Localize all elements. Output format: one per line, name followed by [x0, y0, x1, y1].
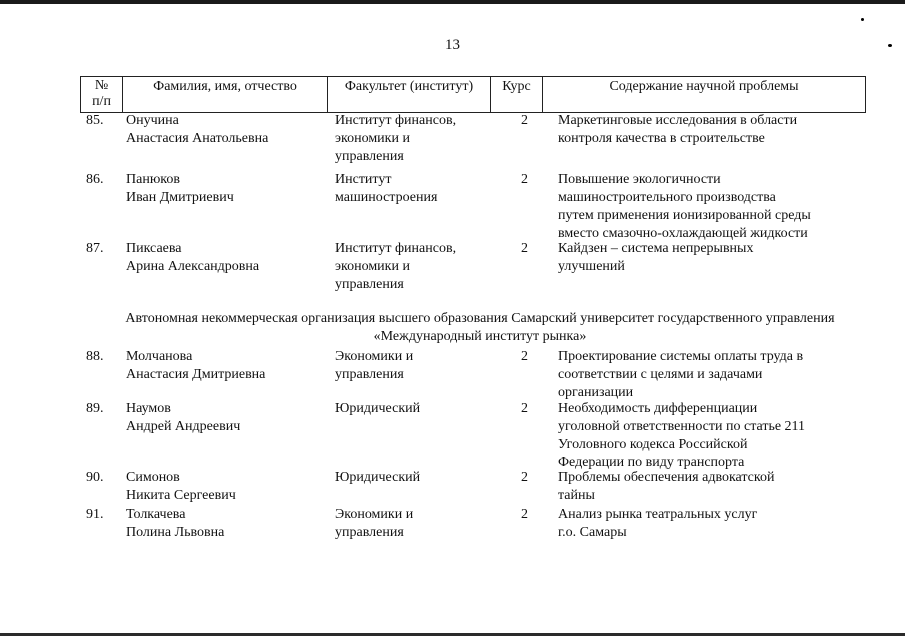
research-topic: Необходимость дифференциации уголовной ответственности по статье 211 Уголовного кодекса Российской Федерации по виду транспорта [558, 401, 806, 470]
faculty: Экономики и управления [335, 507, 414, 540]
row-number: 88. [86, 349, 104, 364]
course: 2 [521, 349, 528, 364]
course: 2 [521, 401, 528, 416]
course: 2 [521, 113, 528, 128]
row-number: 91. [86, 507, 104, 522]
header-full-name: Фамилия, имя, отчество [122, 77, 327, 112]
row-number: 90. [86, 470, 104, 485]
course: 2 [521, 470, 528, 485]
research-topic: Анализ рынка театральных услуг г.о. Самары [558, 507, 758, 540]
header-faculty: Факультет (институт) [327, 77, 490, 112]
faculty: Юридический [335, 470, 421, 485]
row-number: 89. [86, 401, 104, 416]
student-name: Пиксаева Арина Александровна [126, 241, 260, 274]
page-number: 13 [445, 37, 460, 53]
scan-bottom-edge [0, 633, 905, 636]
row-number: 85. [86, 113, 104, 128]
faculty: Юридический [335, 401, 421, 416]
header-course: Курс [490, 77, 542, 112]
faculty: Институт финансов, экономики и управления [335, 113, 457, 164]
row-number: 86. [86, 172, 104, 187]
student-name: Молчанова Анастасия Дмитриевна [126, 349, 266, 382]
faculty: Экономики и управления [335, 349, 414, 382]
research-topic: Повышение экологичности машиностроительного производства путем применения ионизированной среды вместо смазочно-охлаждающей жидкости [558, 172, 811, 241]
faculty: Институт финансов, экономики и управления [335, 241, 457, 292]
section-heading: Автономная некоммерческая организация высшего образования Самарский университет государственного управления «Международный институт рынка» [125, 311, 835, 344]
course: 2 [521, 507, 528, 522]
scan-top-edge [0, 0, 905, 4]
student-name: Онучина Анастасия Анатольевна [126, 113, 269, 146]
header-research-topic: Содержание научной проблемы [542, 77, 866, 112]
research-topic: Кайдзен – система непрерывных улучшений [558, 241, 754, 274]
row-number: 87. [86, 241, 104, 256]
faculty: Институт машиностроения [335, 172, 438, 205]
research-topic: Проектирование системы оплаты труда в соответствии с целями и задачами организации [558, 349, 804, 400]
course: 2 [521, 172, 528, 187]
scan-speck [861, 18, 864, 21]
table-header [80, 76, 866, 113]
research-topic: Проблемы обеспечения адвокатской тайны [558, 470, 775, 503]
student-name: Симонов Никита Сергеевич [126, 470, 236, 503]
research-topic: Маркетинговые исследования в области контроля качества в строительстве [558, 113, 798, 146]
student-name: Панюков Иван Дмитриевич [126, 172, 234, 205]
student-name: Толкачева Полина Львовна [126, 507, 225, 540]
course: 2 [521, 241, 528, 256]
student-name: Наумов Андрей Андреевич [126, 401, 241, 434]
header-number: № п/п [80, 77, 122, 112]
